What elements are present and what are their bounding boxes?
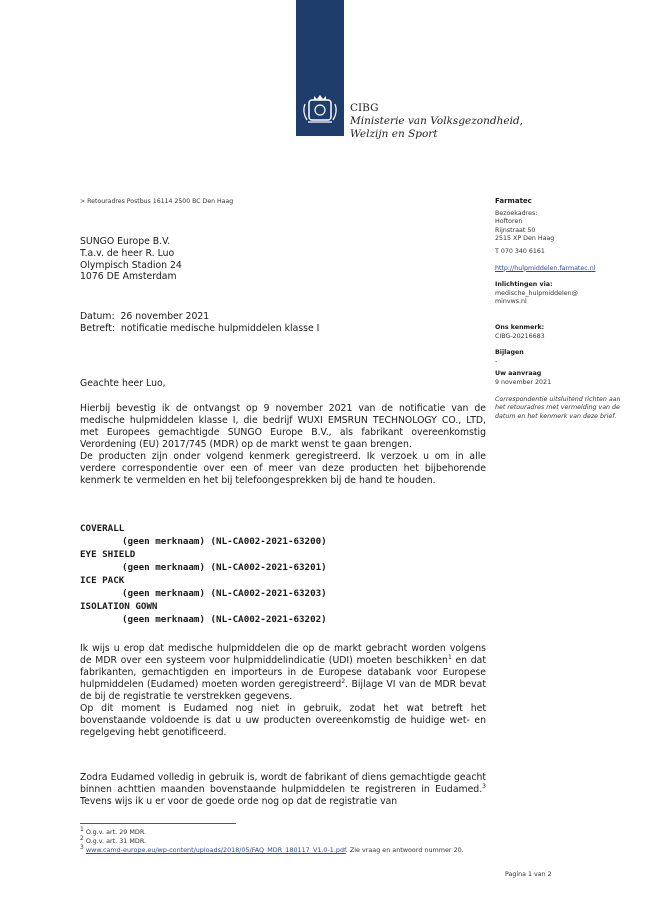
info-line-1: medische_hulpmiddelen@ [495,289,578,297]
organisation-name [350,102,523,141]
footnote-number-2: 2 [80,834,84,842]
footnote-3-link[interactable]: www.camd-europe.eu/wp-content/uploads/2018/05/FAQ_MDR_180117_V1.0-1.pdf [85,846,346,854]
info-line-2: minvws.nl [495,298,527,306]
letter-paragraph-3 [80,643,486,739]
paragraph-3-part-2: en dat fabrikanten, gemachtigden en importeurs in de Europese databank voor Europese hulpmiddelen (Eudamed) moeten worden geregistreerd [80,655,486,690]
subject-value: notificatie medische hulpmiddelen klasse I [120,323,320,334]
product-code: (geen merknaam) (NL-CA002-2021-63200) [122,536,327,547]
footnote-number-1: 1 [80,825,84,833]
recipient-block [80,236,182,283]
paragraph-5-part-1: Zodra Eudamed volledig in gebruik is, wordt de fabrikant of diens gemachtigde geacht binnen achttien maanden bovenstaande hulpmiddelen te registreren in Eudamed. [80,772,486,795]
product-code: (geen merknaam) (NL-CA002-2021-63203) [122,588,327,599]
org-short: CIBG [350,102,379,114]
page-number: Pagina 1 van 2 [505,871,552,878]
product-name: EYE SHIELD [80,549,136,560]
footnote-divider [80,823,236,824]
footnote-3-text: . Zie vraag en antwoord nummer 20. [345,846,464,854]
correspondence-note: Correspondentie uitsluitend richten aan het retouradres met vermelding van de datum en het kenmerk van deze brief. [495,395,621,420]
attachments-value: - [495,357,498,365]
info-label: Inlichtingen via: [495,281,553,289]
letter-meta [80,311,319,335]
return-address: > Retouradres Postbus 16114 2500 BC Den Haag [80,198,234,205]
phone-number: T 070 340 6161 [495,247,545,255]
footnote-ref-3: 3 [482,782,486,790]
dept-name: Farmatec [495,197,532,205]
ministry-line-1: Ministerie van Volksgezondheid, [350,115,523,127]
attachments-label: Bijlagen [495,349,524,357]
visit-line-2: Rijnstraat 50 [495,226,536,234]
paragraph-4-text: Op dit moment is Eudamed nog niet in gebruik, zodat het wat betreft het bovenstaande voldoende is dat u uw producten overeenkomstig de huidige wet- en regelgeving hebt genotificeerd. [80,703,486,738]
product-code: (geen merknaam) (NL-CA002-2021-63202) [122,614,327,625]
product-name: ICE PACK [80,575,125,586]
reference-label: Ons kenmerk: [495,323,545,331]
paragraph-2-text: De producten zijn onder volgend kenmerk geregistreerd. Ik verzoek u om in alle verdere correspondentie over een of meer van deze producten het bijbehorende kenmerk te vermelden en het bij telefoongesprekken bij de hand te houden. [80,451,486,486]
paragraph-3-part-3: . Bijlage VI van de MDR bevat de bij de registratie te verstrekken gegevens. [80,679,486,702]
subject-label: Betreft: [80,323,115,334]
recipient-line-2: T.a.v. de heer R. Luo [80,247,175,259]
ministry-line-2: Welzijn en Sport [350,128,438,140]
date-label: Datum: [80,311,115,322]
recipient-line-3: Olympisch Stadion 24 [80,259,182,271]
recipient-line-4: 1076 DE Amsterdam [80,271,177,283]
footnote-2: O.g.v. art. 31 MDR. [85,837,147,845]
product-code: (geen merknaam) (NL-CA002-2021-63201) [122,562,327,573]
request-label: Uw aanvraag [495,370,542,378]
product-list [80,522,486,626]
reference-value: CIBG-20216683 [495,332,545,340]
sidebar [495,197,625,421]
product-name: ISOLATION GOWN [80,601,158,612]
product-name: COVERALL [80,523,125,534]
website-link[interactable]: http://hulpmiddelen.farmatec.nl [495,264,596,272]
date-value: 26 november 2021 [120,311,210,322]
visit-label: Bezoekadres: [495,209,538,217]
footnote-number-3: 3 [80,843,84,851]
footnotes [80,825,486,855]
letter-paragraph-1 [80,403,486,487]
footnote-1: O.g.v. art. 29 MDR. [85,828,147,836]
visit-line-3: 2515 XP Den Haag [495,235,555,243]
request-date: 9 november 2021 [495,378,552,386]
paragraph-1-text: Hierbij bevestig ik de ontvangst op 9 november 2021 van de notificatie van de medische hulpmiddelen klasse I, die bedrijf WUXI EMSRUN TECHNOLOGY CO., LTD, met Europees gemachtigde SUNGO Europe B.V., als fabrikant overeenkomstig Verordening (EU) 2017/745 (MDR) op de markt wenst te gaan brengen. [80,403,486,450]
letter-paragraph-5 [80,772,486,808]
paragraph-5-part-2: Tevens wijs ik u er voor de goede orde nog op dat de registratie van [80,796,398,807]
footnote-ref-2: 2 [341,677,346,685]
crest-icon [300,88,340,128]
paragraph-3-part-1: Ik wijs u erop dat medische hulpmiddelen die op de markt gebracht worden volgens de MDR over een systeem voor hulpmiddelindicatie (UDI) moeten beschikken [80,643,486,666]
footnote-ref-1: 1 [447,653,452,661]
recipient-line-1: SUNGO Europe B.V. [80,236,171,247]
visit-line-1: Hoftoren [495,218,523,226]
salutation: Geachte heer Luo, [80,378,166,389]
